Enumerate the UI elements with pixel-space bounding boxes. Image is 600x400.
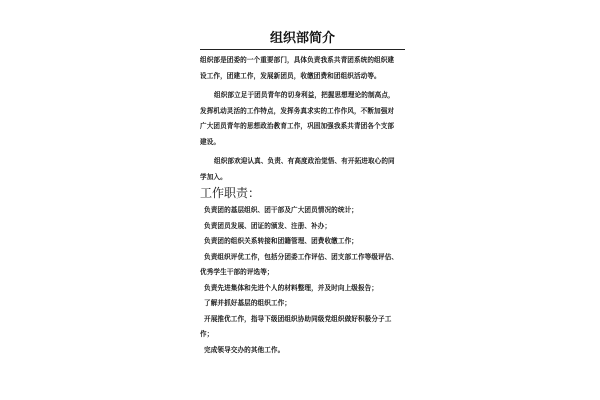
duty-line: 负责组织评优工作，包括分团委工作评估、团支部工作等级评估、 bbox=[204, 252, 399, 261]
duty-item bbox=[200, 219, 405, 235]
duty-item bbox=[200, 312, 405, 343]
intro-paragraph-1 bbox=[200, 53, 405, 84]
intro-line: 发挥机动灵活的工作特点，发挥务真求实的工作作风，不断加强对 bbox=[200, 106, 395, 115]
duty-line: 作； bbox=[200, 330, 214, 338]
duty-item bbox=[200, 203, 405, 219]
duty-line: 负责团的组织关系转接和团籍管理、团费收缴工作； bbox=[204, 237, 358, 245]
duty-item bbox=[200, 250, 405, 281]
intro-paragraph-3 bbox=[200, 154, 405, 185]
intro-line: 组织部立足于团员青年的切身利益，把握思想理论的制高点， bbox=[214, 91, 395, 99]
intro-line: 学加入。 bbox=[200, 172, 227, 181]
duty-item bbox=[200, 234, 405, 250]
intro-line: 组织部欢迎认真、负责、有高度政治觉悟、有开拓进取心的同 bbox=[214, 157, 395, 165]
duty-item bbox=[200, 281, 405, 297]
intro-line: 设工作，团建工作，发展新团员，收缴团费和团组织活动等。 bbox=[200, 71, 381, 80]
duty-item bbox=[200, 343, 405, 359]
duty-line: 了解并抓好基层的组织工作； bbox=[204, 299, 292, 307]
duty-line: 开展推优工作，指导下级团组织协助同级党组织做好积极分子工 bbox=[204, 314, 392, 323]
duty-line: 完成领导交办的其他工作。 bbox=[204, 345, 285, 354]
duty-line: 负责先进集体和先进个人的材料整理，并及时向上级报告； bbox=[204, 283, 379, 292]
duty-line: 负责团员发展、团证的颁发、注册、补办； bbox=[204, 221, 332, 230]
duty-line: 优秀学生干部的评选等； bbox=[200, 268, 274, 276]
intro-section bbox=[200, 53, 405, 185]
intro-line: 广大团员青年的思想政治教育工作，巩固加强我系共青团各个支部 bbox=[200, 122, 395, 130]
duty-line: 负责团的基层组织、团干部及广大团员情况的统计； bbox=[204, 206, 358, 214]
title-divider bbox=[200, 49, 405, 50]
document-page bbox=[200, 30, 405, 358]
page-title: 组织部简介 bbox=[269, 31, 335, 46]
intro-line: 组织部是团委的一个重要部门，具体负责我系共青团系统的组织建 bbox=[200, 56, 395, 64]
duty-item bbox=[200, 296, 405, 312]
duties-list bbox=[200, 203, 405, 358]
intro-paragraph-2 bbox=[200, 88, 405, 150]
duties-heading: 工作职责： bbox=[200, 186, 261, 200]
intro-line: 建设。 bbox=[200, 137, 221, 146]
